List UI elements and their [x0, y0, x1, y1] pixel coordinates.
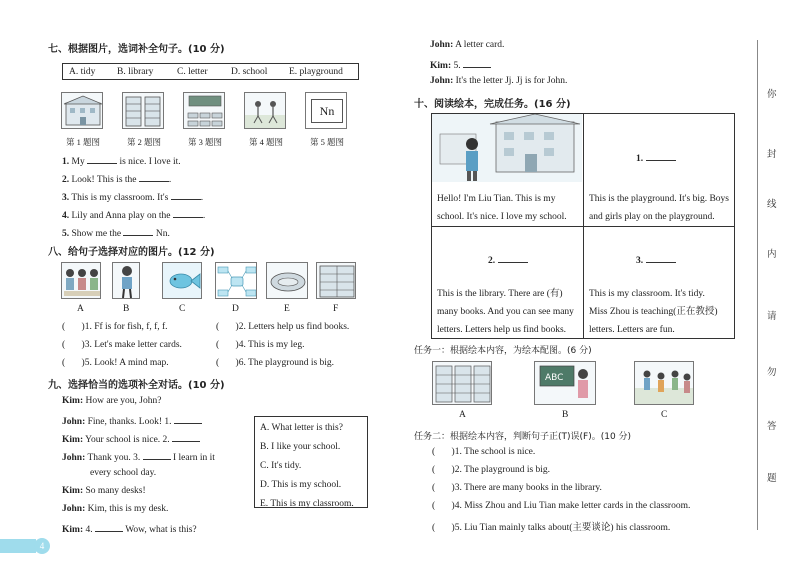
page-number: 4: [34, 538, 50, 554]
q7-picture-2-library: [122, 92, 164, 129]
blackboard-text: ABC: [545, 373, 564, 383]
q10-task1-title: 任务一：根据绘本内容，为绘本配图。(6 分): [414, 346, 592, 356]
q7-option-e: E. playground: [289, 67, 343, 77]
q10-panel-playground: [584, 114, 734, 227]
q7-item-4: 4. Lily and Anna play on the .: [62, 208, 205, 221]
q8-label-d: D: [232, 304, 239, 314]
q7-caption-2: 第 2 题图: [127, 137, 162, 147]
side-char-4: 内: [767, 249, 777, 260]
q7-item-1: 1. My is nice. I love it.: [62, 154, 181, 167]
panel-3-line-2: many books. And you can see many: [437, 307, 574, 317]
q9-choice-c: C. It's tidy.: [260, 461, 302, 471]
binding-line: [757, 40, 758, 530]
q7-options-box: [62, 63, 359, 80]
q10-task1-label-c: C: [661, 410, 668, 420]
q8-row-3-left[interactable]: ( )5. Look! A mind map.: [62, 358, 169, 368]
q10-task2-item-1[interactable]: ( )1. The school is nice.: [432, 447, 536, 457]
panel-4-heading: 3.: [636, 252, 676, 271]
page-number-bar: [0, 539, 36, 553]
q7-picture-3-classroom: [183, 92, 225, 129]
q10-task2-title: 任务二：根据绘本内容，判断句子正(T)误(F)。(10 分): [414, 432, 632, 442]
q9-line-6: Kim: So many desks!: [62, 486, 146, 496]
panel-4-line-3: letters. Letters are fun.: [589, 325, 675, 335]
letter-card-text: Nn: [311, 99, 343, 123]
answer-blank[interactable]: [646, 253, 676, 263]
q9-line-1: Kim: How are you, John?: [62, 396, 162, 406]
answer-blank[interactable]: [172, 432, 200, 442]
answer-blank[interactable]: [139, 172, 169, 182]
q7-picture-5-letter-card: [305, 92, 347, 129]
panel-2-heading: 1.: [636, 150, 676, 169]
q7-item-5: 5. Show me the Nn.: [62, 226, 170, 239]
q8-label-b: B: [123, 304, 130, 314]
q9-line-8: Kim: 4. Wow, what is this?: [62, 522, 197, 535]
q9-line-5: every school day.: [90, 468, 157, 478]
side-char-1: 你: [767, 89, 777, 100]
q9-choice-e: E. This is my classroom.: [260, 499, 354, 509]
panel-3-line-1: This is the library. There are (有): [437, 289, 563, 299]
answer-blank[interactable]: [173, 208, 203, 218]
answer-blank[interactable]: [498, 253, 528, 263]
q10-task2-item-4[interactable]: ( )4. Miss Zhou and Liu Tian make letter cards in the classroom.: [432, 501, 691, 511]
q8-row-2-right[interactable]: ( )4. This is my leg.: [216, 340, 305, 350]
q8-label-c: C: [179, 304, 186, 314]
answer-blank[interactable]: [95, 522, 123, 532]
q8-picture-c-fish: [162, 262, 202, 299]
side-char-5: 请: [767, 311, 777, 322]
side-char-7: 答: [767, 421, 777, 432]
panel-1-line-1: Hello! I'm Liu Tian. This is my: [437, 194, 556, 204]
panel-1-line-2: school. It's nice. I love my school.: [437, 212, 567, 222]
q9-choice-b: B. I like your school.: [260, 442, 341, 452]
q8-picture-a-kids: [61, 262, 101, 299]
q9-line-3: Kim: Your school is nice. 2.: [62, 432, 200, 445]
q10-task1-label-b: B: [562, 410, 569, 420]
q8-row-2-left[interactable]: ( )3. Let's make letter cards.: [62, 340, 182, 350]
q10-task2-item-5[interactable]: ( )5. Liu Tian mainly talks about(主要谈论) his classroom.: [432, 523, 671, 533]
q8-label-e: E: [284, 304, 290, 314]
q7-picture-4-playground: [244, 92, 286, 129]
answer-blank[interactable]: [143, 450, 171, 460]
q9-title: 九、选择恰当的选项补全对话。(10 分): [48, 380, 225, 391]
q9-line-4: John: Thank you. 3. I learn in it: [62, 450, 215, 463]
q10-panel-school: [432, 114, 584, 227]
q10-task1-picture-a-library: [432, 361, 492, 405]
q8-title: 八、给句子选择对应的图片。(12 分): [48, 247, 215, 258]
q8-label-f: F: [333, 304, 339, 314]
q10-task1-picture-b-classroom: [534, 361, 596, 405]
q7-caption-4: 第 4 题图: [249, 137, 284, 147]
q8-row-1-right[interactable]: ( )2. Letters help us find books.: [216, 322, 350, 332]
q10-task1-label-a: A: [459, 410, 466, 420]
side-char-2: 封: [767, 149, 777, 160]
q8-label-a: A: [77, 304, 84, 314]
q10-title: 十、阅读绘本，完成任务。(16 分): [414, 99, 571, 110]
q7-item-2: 2. Look! This is the .: [62, 172, 171, 185]
q7-option-b: B. library: [117, 67, 154, 77]
q7-option-d: D. school: [231, 67, 268, 77]
q10-picture-book: [431, 113, 735, 339]
q10-panel-classroom: [584, 227, 734, 338]
q7-item-3: 3. This is my classroom. It's .: [62, 190, 203, 203]
q7-option-c: C. letter: [177, 67, 208, 77]
q9-cont-line-1: John: A letter card.: [430, 40, 505, 50]
q9-cont-line-3: John: It's the letter Jj. Jj is for John.: [430, 76, 568, 86]
answer-blank[interactable]: [123, 226, 153, 236]
q7-caption-3: 第 3 题图: [188, 137, 223, 147]
panel-4-line-2: Miss Zhou is teaching(正在教授): [589, 307, 718, 317]
q10-task2-item-3[interactable]: ( )3. There are many books in the library.: [432, 483, 602, 493]
q9-line-2: John: Fine, thanks. Look! 1.: [62, 414, 202, 427]
side-char-8: 题: [767, 473, 777, 484]
q10-task2-item-2[interactable]: ( )2. The playground is big.: [432, 465, 551, 475]
q9-choice-d: D. This is my school.: [260, 480, 342, 490]
q7-caption-5: 第 5 题图: [310, 137, 345, 147]
side-char-6: 勿: [767, 367, 777, 378]
panel-2-line-2: and girls play on the playground.: [589, 212, 715, 222]
q7-picture-1-school: [61, 92, 103, 129]
q8-picture-e-playground: [266, 262, 308, 299]
q9-choice-a: A. What letter is this?: [260, 423, 343, 433]
answer-blank[interactable]: [171, 190, 201, 200]
q8-picture-f-bookshelf: [316, 262, 356, 299]
panel-4-line-1: This is my classroom. It's tidy.: [589, 289, 705, 299]
q7-title: 七、根据图片，选词补全句子。(10 分): [48, 44, 225, 55]
answer-blank[interactable]: [463, 58, 491, 68]
q9-cont-line-2: Kim: 5.: [430, 58, 491, 71]
side-char-3: 线: [767, 199, 777, 210]
q9-line-7: John: Kim, this is my desk.: [62, 504, 169, 514]
panel-3-line-3: letters. Letters help us find books.: [437, 325, 567, 335]
panel-3-heading: 2.: [488, 252, 528, 271]
answer-blank[interactable]: [87, 154, 117, 164]
q9-choices-box: [254, 416, 368, 508]
panel-2-line-1: This is the playground. It's big. Boys: [589, 194, 729, 204]
q10-task1-picture-c-playground: [634, 361, 694, 405]
q8-row-3-right[interactable]: ( )6. The playground is big.: [216, 358, 335, 368]
q10-panel-library: [432, 227, 584, 338]
answer-blank[interactable]: [646, 151, 676, 161]
answer-blank[interactable]: [174, 414, 202, 424]
q7-caption-1: 第 1 题图: [66, 137, 101, 147]
q8-row-1-left[interactable]: ( )1. Ff is for fish, f, f, f.: [62, 322, 168, 332]
q8-picture-d-mind-map: [215, 262, 257, 299]
q8-picture-b-boy: [112, 262, 140, 299]
q7-option-a: A. tidy: [69, 67, 96, 77]
